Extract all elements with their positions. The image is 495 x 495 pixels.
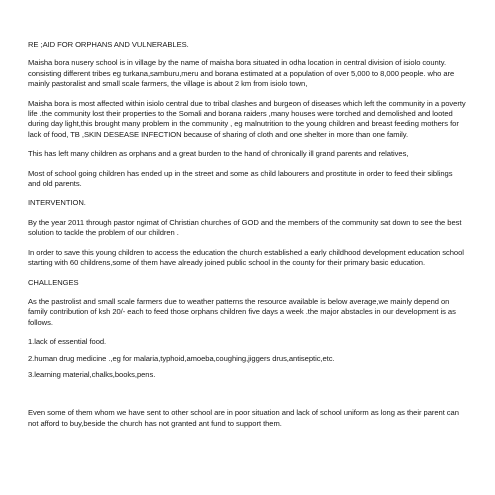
challenges-heading: CHALLENGES	[28, 277, 79, 287]
paragraph-school-uniform: Even some of them whom we have sent to other school are in poor situation and lack of school uniform as long as their parent can not afford to buy,beside the church has not granted ant fund to support them.	[28, 408, 459, 428]
paragraph-community-problems: Maisha bora is most affected within isiolo central due to tribal clashes and burgeon of diseases which left the community in a poverty life .the community lost their properties to the Somali and borana raiders ,many houses were torched and demolished and looted during day light,this brought many problem in the community , eg malnutrition to the young children and breast feeding mothers for lack of food, TB ,SKIN DESEASE INFECTION because of sharing of cloth and one shelter in more than one family.	[28, 98, 466, 139]
list-item: 2.human drug medicine .,eg for malaria,typhoid,amoeba,coughing,jiggers drus,antiseptic,etc.	[28, 353, 335, 363]
paragraph-orphans-burden: This has left many children as orphans and a great burden to the hand of chronically ill grand parents and relatives,	[28, 149, 409, 159]
paragraph-school-established: In order to save this young children to access the education the church established a early childhood development education school starting with 60 childrens,some of them have already joined public school in the county for their primary basic education.	[28, 247, 464, 268]
list-item: 3.learning material,chalks,books,pens.	[28, 369, 156, 379]
paragraph-street-children: Most of school going children has ended up in the street and some as child labourers and prostitute in order to feed their siblings and old parents.	[28, 168, 453, 189]
paragraph-challenges: As the pastrolist and small scale farmers due to weather patterns the resource available is below average,we mainly depend on family contribution of ksh 20/- each to feed those orphans children five days a week .the major abstacles in our development is as follows.	[28, 296, 456, 327]
list-item: 1.lack of essential food.	[28, 337, 107, 347]
paragraph-village-description: Maisha bora nusery school is in village by the name of maisha bora situated in odha location in central division of isiolo county. consisting different tribes eg turkana,samburu,meru and borana estimated at a population of over 5,000 to 8,000 people. who are mainly pastoralist and small scale farmers, the village is about 2 km from isiolo town,	[28, 58, 455, 89]
intervention-heading: INTERVENTION.	[28, 198, 86, 208]
letter-body	[28, 40, 466, 438]
paragraph-intervention: By the year 2011 through pastor ngimat of Christian churches of GOD and the members of the community sat down to see the best solution to tackle the problem of our children .	[28, 217, 462, 238]
subject-line: RE ;AID FOR ORPHANS AND VULNERABLES.	[28, 40, 189, 49]
